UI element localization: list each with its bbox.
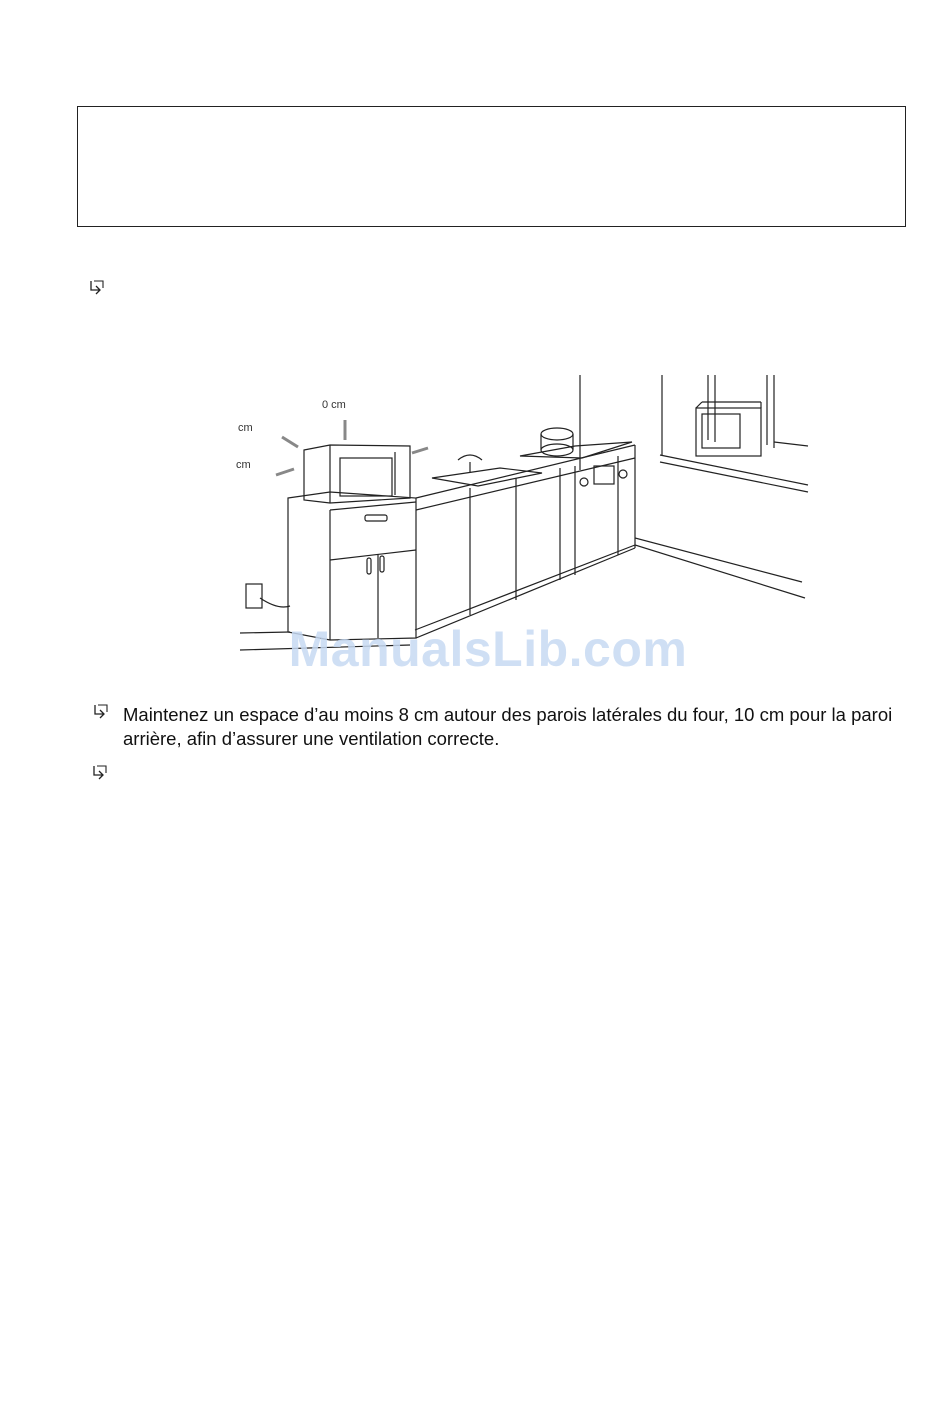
clearance-label-side-lower: cm [236,459,251,471]
note-bullet-icon [92,703,110,726]
note-bullet-icon [88,279,106,302]
installation-figure [230,370,810,660]
notice-box [77,106,906,227]
note-bullet-icon [91,764,109,787]
ventilation-instruction: Maintenez un espace d’au moins 8 cm autour des parois latérales du four, 10 cm pour la paroi arrière, afin d’assurer une ventilation correcte. [123,704,893,749]
clearance-label-top: 0 cm [322,399,346,411]
watermark: ManualsLib.com [288,621,688,677]
clearance-label-side-upper: cm [238,422,253,434]
